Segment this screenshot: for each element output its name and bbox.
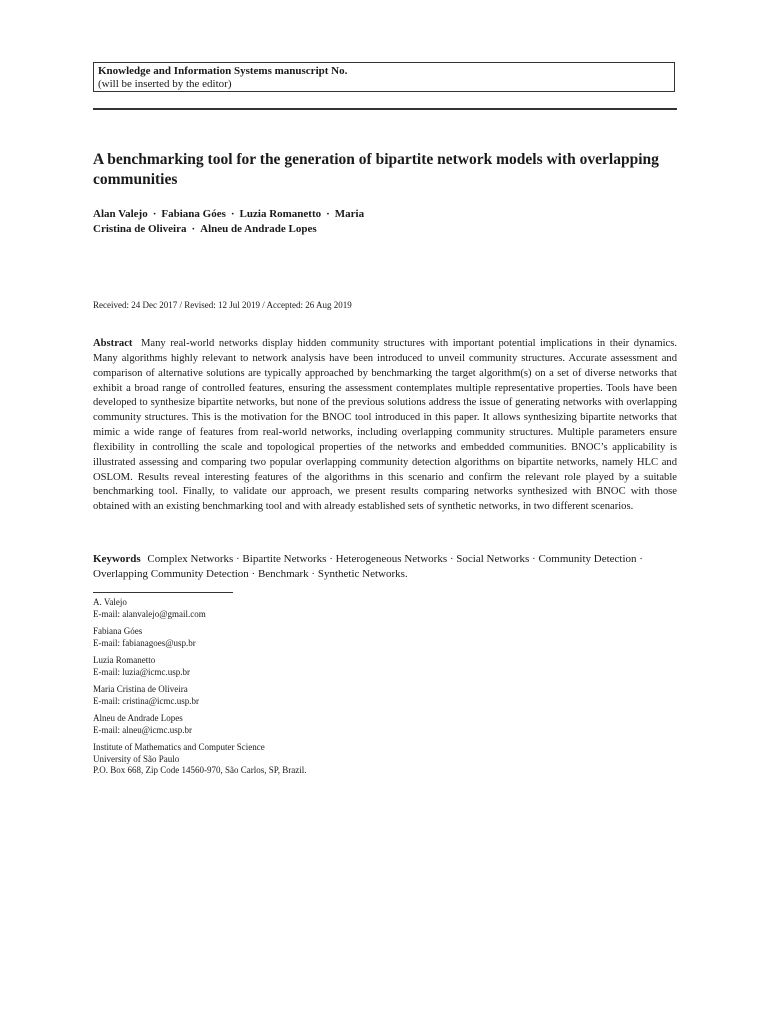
affiliation-entry [93, 684, 493, 707]
author-line-2 [93, 222, 433, 237]
affiliation-entry [93, 655, 493, 678]
institution-address [93, 742, 493, 777]
journal-name: Knowledge and Information Systems manuscript No. [98, 65, 348, 77]
abstract-text: Many real-world networks display hidden community structures with important potential implications in their dynamics. Many algorithms highly relevant to network analysis have been introduced to unveil community structures. Accurate assessment and comparison of alternative solutions are typically approached by benchmarking the target algorithm(s) on a set of diverse networks that exhibit a broad range of controlled features, ensuring the assessment contemplates multiple representative properties. Tools have been developed to synthesize bipartite networks, but none of the previous solutions address the issue of generating networks with overlapping community structures. This is the motivation for the BNOC tool introduced in this paper. It allows synthesizing bipartite networks that mimic a wide range of features from real-world networks, including overlapping community structures. Multiple parameters ensure flexibility in controlling the scale and topological properties of the networks and embedded communities. BNOC’s applicability is illustrated assessing and comparing two popular overlapping community detection algorithms on bipartite networks, namely HLC and OSLOM. Results reveal interesting features of the algorithms in this scenario and confirm the relevant role played by a suitable benchmarking tool. Finally, to validate our approach, we present results comparing networks synthesized with BNOC with those obtained with an existing benchmarking tool and with already established sets of synthetic networks, in two different scenarios. [93, 338, 677, 513]
affiliation-entry [93, 713, 493, 736]
affiliation-entry [93, 597, 493, 620]
affiliation-email: E-mail: alanvalejo@gmail.com [93, 608, 206, 619]
affiliation-email: E-mail: fabianagoes@usp.br [93, 637, 196, 648]
author-separator: · [230, 208, 235, 220]
affiliation-entry [93, 626, 493, 649]
affiliation-email: E-mail: luzia@icmc.usp.br [93, 666, 191, 677]
affiliation-name: Maria Cristina de Oliveira [93, 684, 188, 694]
keywords [93, 552, 677, 582]
affiliation-footnotes [93, 597, 493, 783]
affiliation-name: Alneu de Andrade Lopes [93, 713, 183, 723]
institution-line: P.O. Box 668, Zip Code 14560-970, São Carlos, SP, Brazil. [93, 765, 307, 775]
author-name: Fabiana Góes [161, 208, 226, 220]
author-name: Cristina de Oliveira [93, 223, 187, 235]
author-name: Maria [334, 208, 365, 220]
affiliation-name: A. Valejo [93, 597, 127, 607]
keywords-label: Keywords [93, 553, 141, 565]
affiliation-email: E-mail: cristina@icmc.usp.br [93, 695, 200, 706]
author-separator: · [152, 208, 157, 220]
author-name: Alneu de Andrade Lopes [200, 223, 317, 235]
author-list [93, 207, 433, 237]
author-name: Luzia Romanetto [239, 208, 322, 220]
abstract-label: Abstract [93, 338, 133, 349]
abstract [93, 337, 677, 515]
author-line-1 [93, 207, 433, 222]
institution-line: Institute of Mathematics and Computer Science [93, 742, 265, 752]
journal-note: (will be inserted by the editor) [98, 78, 232, 90]
header-rule [93, 108, 677, 110]
author-name: Alan Valejo [93, 208, 148, 220]
affiliation-name: Luzia Romanetto [93, 655, 156, 665]
affiliation-name: Fabiana Góes [93, 626, 143, 636]
submission-dates: Received: 24 Dec 2017 / Revised: 12 Jul 2019 / Accepted: 26 Aug 2019 [93, 300, 352, 310]
keywords-text: Complex Networks · Bipartite Networks · Heterogeneous Networks · Social Networks · Community Detection · Overlapping Community Detection · Benchmark · Synthetic Networks. [93, 553, 643, 580]
author-separator: · [326, 208, 330, 220]
author-separator: · [191, 223, 196, 235]
journal-header-box [93, 62, 675, 92]
paper-title: A benchmarking tool for the generation of bipartite network models with overlapping communities [93, 151, 659, 188]
footnote-rule [93, 592, 233, 593]
institution-line: University of São Paulo [93, 753, 180, 764]
affiliation-email: E-mail: alneu@icmc.usp.br [93, 724, 193, 735]
